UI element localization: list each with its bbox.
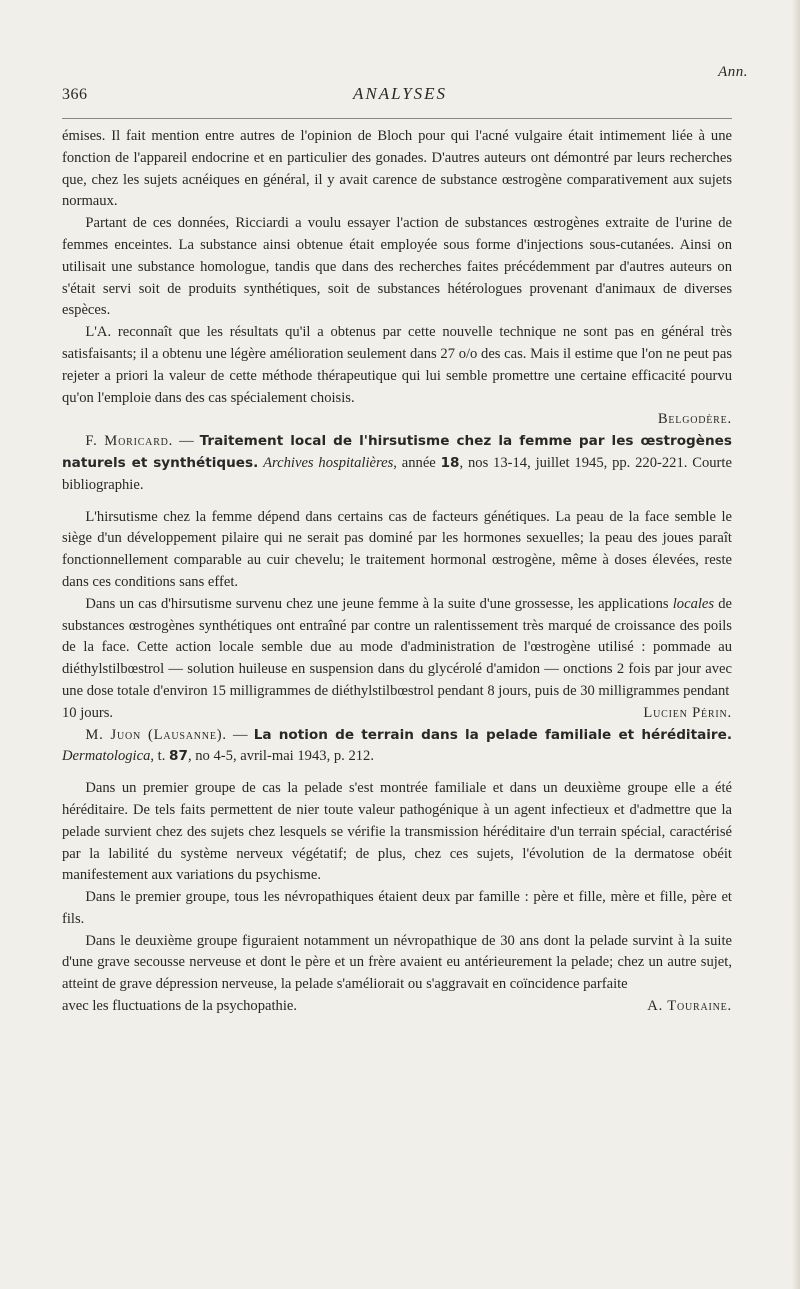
- article3-paragraph-3-end: avec les fluctuations de la psychopathie.: [62, 998, 298, 1015]
- article2-cite-pre: , année: [393, 454, 441, 471]
- spacer: [62, 497, 732, 507]
- article3-volume: 87: [169, 748, 188, 765]
- article2-title: Traitement local de l'hirsutisme chez la femme par les œstrogènes naturels et synthétiques.: [62, 433, 732, 471]
- article2-last-line: [62, 703, 732, 725]
- article2-volume: 18: [440, 454, 460, 471]
- header-rule: [62, 118, 732, 119]
- section-title: ANALYSES: [352, 84, 448, 103]
- article2-paragraph-2-text-b: de substances œstrogènes synthétiques ont entraîné par contre un ralentissement très marqué de croissance des poils de la face. Cette action locale semble due au mode d'administration de l'œstrogène utilisé : pommade au diéthylstilbœstrol — solution huileuse en suspension dans du glycérolé d'amidon — onctions 2 fois par jour avec une dose totale d'environ 15 milligrammes de diéthylstilbœstrol pendant 8 jours, puis de 30 milligrammes pendant: [62, 595, 732, 699]
- spacer: [62, 768, 732, 778]
- article3-cite-pre: , t.: [150, 748, 170, 765]
- article3-dash: —: [226, 726, 254, 743]
- running-header-ann: Ann.: [718, 64, 748, 80]
- article3-author: M. Juon (Lausanne).: [85, 726, 227, 743]
- article2-paragraph-2-end: 10 jours.: [62, 704, 114, 721]
- article1-signature-text: Belgodère.: [657, 411, 732, 428]
- article2-signature: Lucien Périn.: [643, 704, 732, 721]
- article3-cite-post: , no 4-5, avril-mai 1943, p. 212.: [187, 748, 374, 765]
- article3-paragraph-1: Dans un premier groupe de cas la pelade s'est montrée familiale et dans un deuxième groupe elle a été héréditaire. De tels faits permettent de nier toute valeur pathogénique à un agent infectieux et d'admettre que la pelade survient chez des sujets chez lesquels se vérifie la transmission héréditaire d'un terrain spécial, caractérisé par la labilité du système nerveux végétatif; de plus, chez ces sujets, l'évolution de la dermatose obéit manifestement aux variations du psychisme.: [62, 780, 732, 884]
- article1-paragraph-2: Partant de ces données, Ricciardi a voulu essayer l'action de substances œstrogènes extraite de l'urine de femmes enceintes. La substance ainsi obtenue était employée sous forme d'injections sous-cutanées. Ainsi on utilisait une substance homologue, tandis que dans des recherches faites précédemment par d'autres auteurs on s'était servi soit de produits synthétiques, soit de substances hétérologues provenant d'animaux de diverses espèces.: [62, 215, 732, 319]
- article2-paragraph-2: [62, 594, 732, 703]
- article1-paragraph-3: L'A. reconnaît que les résultats qu'il a obtenus par cette nouvelle technique ne sont pas en général très satisfaisants; il a obtenu une légère amélioration seulement dans 27 o/o des cas. Mais il estime que l'on ne peut pas rejeter a priori la valeur de cette méthode thérapeutique qui lui semble promettre une certaine efficacité pourvu qu'on l'emploie dans des cas spécialement choisis.: [62, 324, 732, 406]
- article2-paragraph-2-text-a: Dans un cas d'hirsutisme survenu chez une jeune femme à la suite d'une grossesse, les applications: [85, 595, 673, 612]
- page-edge-shadow: [792, 0, 800, 1289]
- article3-journal: Dermatologica: [62, 748, 151, 765]
- article1-signature: [62, 409, 732, 431]
- article3-paragraph-2: Dans le premier groupe, tous les névropathiques étaient deux par famille : père et fille, mère et fille, père et fils.: [62, 889, 732, 927]
- article3-paragraph-3: Dans le deuxième groupe figuraient notamment un névropathique de 30 ans dont la pelade survint à la suite d'une grave secousse nerveuse et dont le père et un frère avaient eu antérieurement la pelade; chez un autre sujet, atteint de grave dépression nerveuse, la pelade s'améliorait ou s'aggravait en coïncidence parfaite: [62, 932, 732, 993]
- page-number: 366: [62, 86, 88, 103]
- article3-citation: [62, 725, 732, 769]
- article2-cite-post: , nos 13-14, juillet 1945,: [459, 454, 608, 471]
- article2-paragraph-2-emphasis: locales: [672, 595, 715, 612]
- article2-dash: —: [173, 433, 200, 450]
- article3-title: La notion de terrain dans la pelade familiale et héréditaire.: [253, 726, 733, 743]
- article2-citation: [62, 431, 732, 496]
- article3-last-line: [62, 996, 732, 1018]
- article2-author: F. Moricard.: [85, 433, 174, 450]
- article1-paragraph-1: émises. Il fait mention entre autres de l'opinion de Bloch pour qui l'acné vulgaire était intimement liée à une fonction de l'appareil endocrine et en particulier des gonades. D'autres auteurs ont démontré par leurs recherches que, chez les sujets acnéiques en général, il y avait carence de substance œstrogène comparativement aux sujets normaux.: [62, 128, 732, 210]
- article2-journal: Archives hospitalières: [263, 454, 394, 471]
- article2-cite-line2: pp. 220-221. Courte bibliographie.: [62, 454, 732, 493]
- article3-signature: A. Touraine.: [647, 998, 732, 1015]
- page-body: [62, 126, 732, 1018]
- article2-paragraph-1: L'hirsutisme chez la femme dépend dans certains cas de facteurs génétiques. La peau de la face semble le siège d'un développement pilaire qui ne serait pas dominé par les hormones sexuelles; la peau des joues paraît fonctionnellement comparable au cuir chevelu; le traitement hormonal œstrogène, même à doses élevées, reste dans ces conditions sans effet.: [62, 508, 732, 590]
